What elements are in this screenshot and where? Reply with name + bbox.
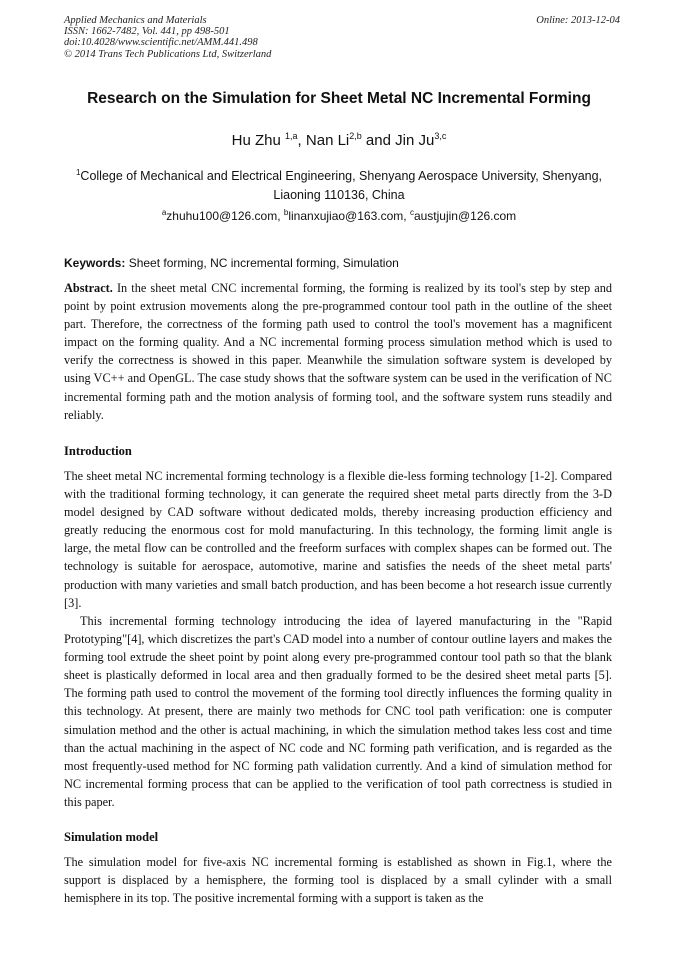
email-separator: , — [403, 209, 410, 223]
author-affiliation-mark: 1,a — [285, 131, 298, 141]
author-separator: and — [361, 132, 396, 149]
online-date: Online: 2013-12-04 — [536, 15, 620, 26]
section-heading-simulation-model: Simulation model — [64, 830, 159, 844]
paragraph: This incremental forming technology introducing the idea of layered manufacturing in the "Rapid Prototyping"[4], which discretizes the part's CAD model into a number of contour outline layers and makes the forming tool extrude the sheet point by point along every pre-programmed contour tool path so that the blank sheet is plastically deformed in local area and then gradually formed to be the desired sheet metal parts [5]. The forming path used to control the movement of the forming tool directly influences the forming quality in this technology. At present, there are mainly two methods for CNC tool path verification: one is computer simulation method and the other is actual machining, in which the simulation method takes less cost and time than the actual machining in the aspect of NC code and NC forming path verification, and is regarded as the most frequently-used method for NC forming path validation currently. And a kind of simulation method for NC incremental forming process that can be applied to the verification of tool path correctness is studied in this paper. — [64, 614, 612, 809]
author-separator: , — [297, 132, 306, 149]
email-mark: a — [161, 208, 167, 217]
abstract-text: In the sheet metal CNC incremental forming, the forming is realized by its tool's step by step and point by point extrusion movements along the pre-programmed contour tool path in the outline of the sheet part. Therefore, the correctness of the forming path used to control the tool's movement has a magnificent impact on the forming quality. And a NC incremental forming process simulation method which is used to verify the correctness is showed in this paper. Meanwhile the simulation software system is developed by using VC++ and OpenGL. The case study shows that the software system can be used in the verification of NC incremental forming path and the motion analysis of forming tool, and the software system runs steadily and reliably. — [64, 281, 612, 422]
email-mark: b — [283, 208, 289, 217]
author-affiliation-mark: 3,c — [434, 131, 447, 141]
paragraph: The sheet metal NC incremental forming technology is a flexible die-less forming technology [1-2]. Compared with the traditional forming technology, it can generate the required sheet metal parts directly from the 3-D model designed by CAD software without dedicated molds, thereby increasing production efficiency and greatly reducing the enormous cost for mold manufacturing. In this technology, the forming limit angle is large, the metal flow can be controlled and the freeform surfaces with complex shapes can be formed out. The technology is suitable for aerospace, automotive, marine and satisfies the needs of the sheet metal parts' production with many varieties and small batch production, and has been become a hot research issue currently [3]. — [64, 469, 612, 610]
keywords-text: Sheet forming, NC incremental forming, Simulation — [125, 256, 399, 270]
author-name: Hu Zhu — [231, 132, 281, 149]
email-mark: c — [409, 208, 414, 217]
copyright-line: © 2014 Trans Tech Publications Ltd, Switzerland — [64, 48, 272, 60]
abstract-label: Abstract. — [64, 281, 113, 295]
author-affiliation-mark: 2,b — [349, 131, 362, 141]
author-name: Nan Li — [305, 132, 350, 149]
author-name: Jin Ju — [395, 132, 435, 149]
section-heading-introduction: Introduction — [64, 444, 132, 458]
abstract — [64, 279, 612, 424]
email-separator: , — [277, 209, 284, 223]
author-list — [40, 132, 638, 149]
keywords-label: Keywords: — [64, 256, 126, 270]
doi-line: doi:10.4028/www.scientific.net/AMM.441.498 — [64, 37, 258, 49]
email-list — [40, 209, 638, 223]
journal-name: Applied Mechanics and Materials — [64, 15, 207, 26]
journal-header — [64, 15, 620, 60]
email-address: austjujin@126.com — [413, 209, 517, 223]
paragraph: The simulation model for five-axis NC incremental forming is established as shown in Fig.1, where the support is displaced by a hemisphere, the forming tool is displaced by a small cylinder with a small hemisphere in its top. The positive incremental forming with a support is taken as the — [64, 855, 612, 906]
keywords — [64, 256, 614, 270]
email-address: zhuhu100@126.com — [166, 209, 278, 223]
issn-line: ISSN: 1662-7482, Vol. 441, pp 498-501 — [64, 26, 230, 38]
affiliation-mark: 1 — [75, 168, 81, 177]
affiliation-text: College of Mechanical and Electrical Engineering, Shenyang Aerospace University, Shenyang, Liaoning 110136, China — [80, 169, 603, 202]
email-address: linanxujiao@163.com — [288, 209, 404, 223]
affiliation — [66, 167, 612, 205]
paper-title: Research on the Simulation for Sheet Metal NC Incremental Forming — [87, 90, 591, 107]
